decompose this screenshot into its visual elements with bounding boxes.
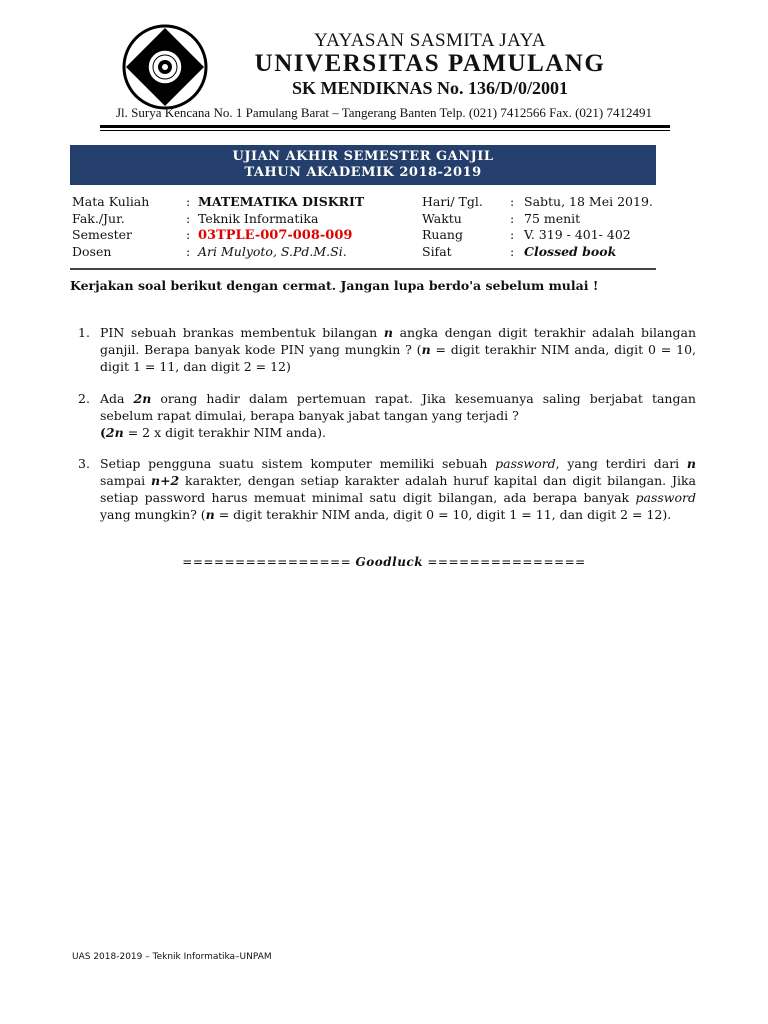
goodluck-left: ================ <box>182 555 352 569</box>
question-text <box>100 455 696 523</box>
exam-date: Sabtu, 18 Mei 2019. <box>524 194 653 209</box>
info-separator: : <box>510 243 515 259</box>
italic-term: password <box>635 490 696 505</box>
info-separator: : <box>186 210 191 226</box>
question-number: 1. <box>78 325 90 340</box>
question-3 <box>78 455 696 523</box>
variable: 2n <box>105 425 124 440</box>
semester-code: 03TPLE-007-008-009 <box>198 228 353 243</box>
question-text-part: ( <box>100 425 106 440</box>
info-row-type <box>422 244 653 261</box>
question-text <box>100 324 696 375</box>
variable: n+2 <box>150 473 180 488</box>
question-number: 3. <box>78 456 90 471</box>
info-row-semester <box>72 227 364 244</box>
italic-term: password <box>495 456 556 471</box>
info-label: Mata Kuliah <box>72 194 150 209</box>
variable: n <box>205 507 215 522</box>
info-separator: : <box>510 210 515 226</box>
question-text <box>100 390 696 441</box>
info-separator: : <box>510 227 515 242</box>
goodluck-right: =============== <box>427 555 586 569</box>
info-row-lecturer <box>72 244 364 261</box>
info-label: Hari/ Tgl. <box>422 194 483 209</box>
question-text-part: sampai <box>100 473 151 488</box>
variable: 2n <box>133 391 152 406</box>
info-label: Semester <box>72 227 133 242</box>
question-text-part: = digit terakhir NIM anda, digit 0 = 10, digit 1 = 11, dan digit 2 = 12). <box>214 507 672 522</box>
question-text-part: karakter, dengan setiap karakter adalah huruf kapital dan digit bilangan. Jika setiap password harus memuat minimal satu digit bilangan, ada berapa banyak <box>100 473 696 505</box>
info-row-faculty <box>72 211 364 228</box>
exam-duration: 75 menit <box>524 210 581 226</box>
faculty-name: Teknik Informatika <box>198 210 319 226</box>
variable: n <box>383 325 393 340</box>
goodluck-line <box>0 555 768 569</box>
info-left <box>72 194 364 260</box>
exam-room: V. 319 - 401- 402 <box>524 227 631 242</box>
info-row-room <box>422 227 653 244</box>
info-label: Sifat <box>422 243 452 259</box>
question-2 <box>78 390 696 441</box>
info-separator: : <box>510 194 515 209</box>
info-separator: : <box>186 194 191 209</box>
goodluck-word: Goodluck <box>355 555 424 569</box>
course-name: MATEMATIKA DISKRIT <box>198 194 365 209</box>
variable: n <box>421 342 431 357</box>
page-footer: UAS 2018-2019 – Teknik Informatika–UNPAM <box>72 952 272 962</box>
info-row-duration <box>422 211 653 228</box>
info-right <box>422 194 653 260</box>
question-text-part: = 2 x digit terakhir NIM anda). <box>123 425 326 440</box>
header-rule-thick <box>100 125 670 128</box>
question-text-part: orang hadir dalam pertemuan rapat. Jika kesemuanya saling berjabat tangan sebelum rapat dimulai, berapa banyak jabat tangan yang terjadi ? <box>100 391 696 423</box>
university-logo <box>122 24 208 110</box>
info-label: Ruang <box>422 227 463 242</box>
foundation-name: YAYASAN SASMITA JAYA <box>314 30 546 51</box>
info-divider <box>70 268 656 270</box>
question-number: 2. <box>78 391 90 406</box>
header-rule-thin <box>100 130 670 131</box>
question-text-part: angka dengan digit terakhir adalah bilangan ganjil. Berapa banyak kode PIN yang mungkin ? ( <box>100 325 696 357</box>
lecturer-name: Ari Mulyoto, S.Pd.M.Si. <box>198 243 347 259</box>
exam-type: Clossed book <box>524 243 617 259</box>
question-text-part: , yang terdiri dari <box>555 456 687 471</box>
info-label: Waktu <box>422 210 462 226</box>
question-text-part: = digit terakhir NIM anda, digit 0 = 10, digit 1 = 11, dan digit 2 = 12) <box>100 342 696 374</box>
question-text-part: Setiap pengguna suatu sistem komputer memiliki sebuah <box>100 456 496 471</box>
info-row-course <box>72 194 364 211</box>
university-address: Jl. Surya Kencana No. 1 Pamulang Barat – Tangerang Banten Telp. (021) 7412566 Fax. (021) 7412491 <box>115 105 652 120</box>
university-name: UNIVERSITAS PAMULANG <box>254 50 606 77</box>
question-1 <box>78 324 696 375</box>
banner-line-2: TAHUN AKADEMIK 2018-2019 <box>244 165 482 180</box>
info-label: Dosen <box>72 243 112 259</box>
exam-instruction: Kerjakan soal berikut dengan cermat. Jangan lupa berdo'a sebelum mulai ! <box>70 278 599 293</box>
question-text-part: yang mungkin? ( <box>100 507 206 522</box>
banner-line-1: UJIAN AKHIR SEMESTER GANJIL <box>232 149 494 164</box>
variable: n <box>686 456 696 471</box>
decree-number: SK MENDIKNAS No. 136/D/0/2001 <box>291 78 569 98</box>
info-separator: : <box>186 227 191 242</box>
info-row-date <box>422 194 653 211</box>
question-text-part: Ada <box>100 391 134 406</box>
info-label: Fak./Jur. <box>72 210 125 226</box>
question-text-part: PIN sebuah brankas membentuk bilangan <box>100 325 384 340</box>
info-separator: : <box>186 243 191 259</box>
exam-banner <box>70 145 656 185</box>
